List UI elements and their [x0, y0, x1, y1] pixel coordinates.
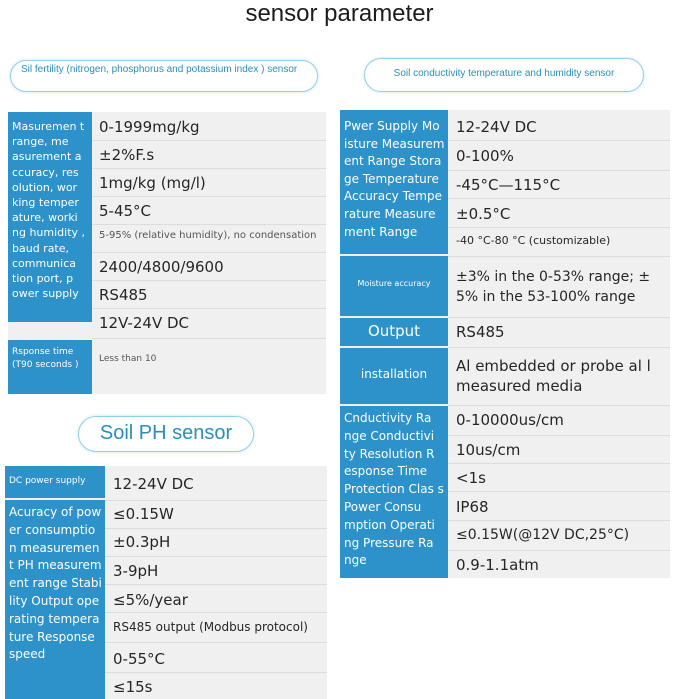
fertility-response-value: Less than 10: [99, 354, 157, 364]
ph-value-2: 3-9pH: [113, 562, 159, 580]
conductivity-output-label: [340, 318, 448, 346]
conductivity-value-2-2: <1s: [456, 469, 486, 487]
conductivity-installation-label: [340, 348, 448, 404]
fertility-response-label-text: Rsponse time (T90 seconds ): [12, 347, 79, 370]
fertility-table: [8, 112, 326, 394]
ph-heading: Soil PH sensor: [99, 422, 233, 444]
fertility-heading-pill: [10, 60, 318, 92]
ph-heading-pill: [78, 416, 254, 452]
conductivity-installation-label-text: installation: [360, 367, 428, 381]
fertility-value-5: 2400/4800/9600: [99, 258, 224, 276]
fertility-value-0: 0-1999mg/kg: [99, 118, 200, 136]
ph-value-3: ≤5%/year: [113, 591, 188, 609]
fertility-value-1: ±2%F.s: [99, 146, 155, 164]
fertility-param-label-text: Masuremen t range, me asurement a ccuracy, res olution, wor king temper ature, worki ng humidity , baud rate, communica tion port, p ower supply: [12, 120, 86, 301]
conductivity-param-label-1-text: Pwer Supply Mo isture Measurem ent Range Stora ge Temperature Accuracy Tempe rature Measure ment Range: [344, 119, 445, 239]
ph-table: [5, 466, 327, 699]
ph-dc-value: 12-24V DC: [113, 475, 194, 493]
page-title: sensor parameter: [245, 0, 434, 27]
conductivity-value-1-3: ±0.5°C: [456, 205, 511, 223]
conductivity-output-value: RS485: [456, 323, 505, 341]
conductivity-value-1-2: -45°C—115°C: [456, 176, 561, 194]
conductivity-value-2-4: ≤0.15W(@12V DC,25°C): [456, 527, 630, 543]
fertility-value-2: 1mg/kg (mg/l): [99, 174, 206, 192]
fertility-response-label: [8, 340, 92, 394]
conductivity-param-label-1: [340, 110, 448, 254]
fertility-value-7: 12V-24V DC: [99, 314, 190, 332]
conductivity-param-label-2-text: Cnductivity Ra nge Conductivi ty Resolution R esponse Time Protection Clas s Power Consu mption Operati ng Pressure Ra nge: [344, 411, 444, 568]
ph-value-5: 0-55°C: [113, 650, 166, 668]
conductivity-moisture-value: ±3% in the 0-53% range; ± 5% in the 53-100% range: [456, 269, 651, 305]
ph-param-label-text: Acuracy of pow er consumptio n measuremen t PH measurem ent range Stabi lity Output ope rating tempera ture Response speed: [9, 505, 102, 662]
fertility-value-3: 5-45°C: [99, 202, 152, 220]
conductivity-heading-pill: [364, 58, 644, 92]
ph-dc-label-text: DC power supply: [9, 476, 86, 486]
conductivity-value-2-3: IP68: [456, 498, 489, 516]
conductivity-table: [340, 110, 670, 578]
conductivity-value-2-1: 10us/cm: [456, 441, 521, 459]
conductivity-heading: Soil conductivity temperature and humidity sensor: [393, 68, 615, 79]
fertility-param-label: [8, 112, 92, 322]
conductivity-value-1-0: 12-24V DC: [456, 118, 537, 136]
fertility-value-6: RS485: [99, 286, 148, 304]
fertility-heading: Sil fertility (nitrogen, phosphorus and potassium index ) sensor: [21, 64, 298, 75]
conductivity-value-1-4: -40 °C-80 °C (customizable): [456, 234, 611, 247]
conductivity-param-label-2: [340, 406, 448, 578]
conductivity-value-1-1: 0-100%: [456, 147, 514, 165]
conductivity-moisture-label-text: Moisture accuracy: [357, 279, 431, 288]
ph-value-4: RS485 output (Modbus protocol): [113, 620, 308, 634]
conductivity-moisture-label: [340, 256, 448, 316]
ph-value-6: ≤15s: [113, 678, 153, 696]
conductivity-output-label-text: Output: [367, 322, 421, 340]
ph-value-1: ±0.3pH: [113, 533, 171, 551]
conductivity-installation-value: Al embedded or probe al l measured media: [456, 357, 651, 395]
ph-value-0: ≤0.15W: [113, 505, 174, 523]
ph-dc-label: [5, 466, 105, 498]
fertility-value-4: 5-95% (relative humidity), no condensation: [99, 230, 317, 241]
conductivity-value-2-5: 0.9-1.1atm: [456, 556, 539, 574]
ph-param-label: [5, 500, 105, 699]
conductivity-value-2-0: 0-10000us/cm: [456, 411, 564, 429]
